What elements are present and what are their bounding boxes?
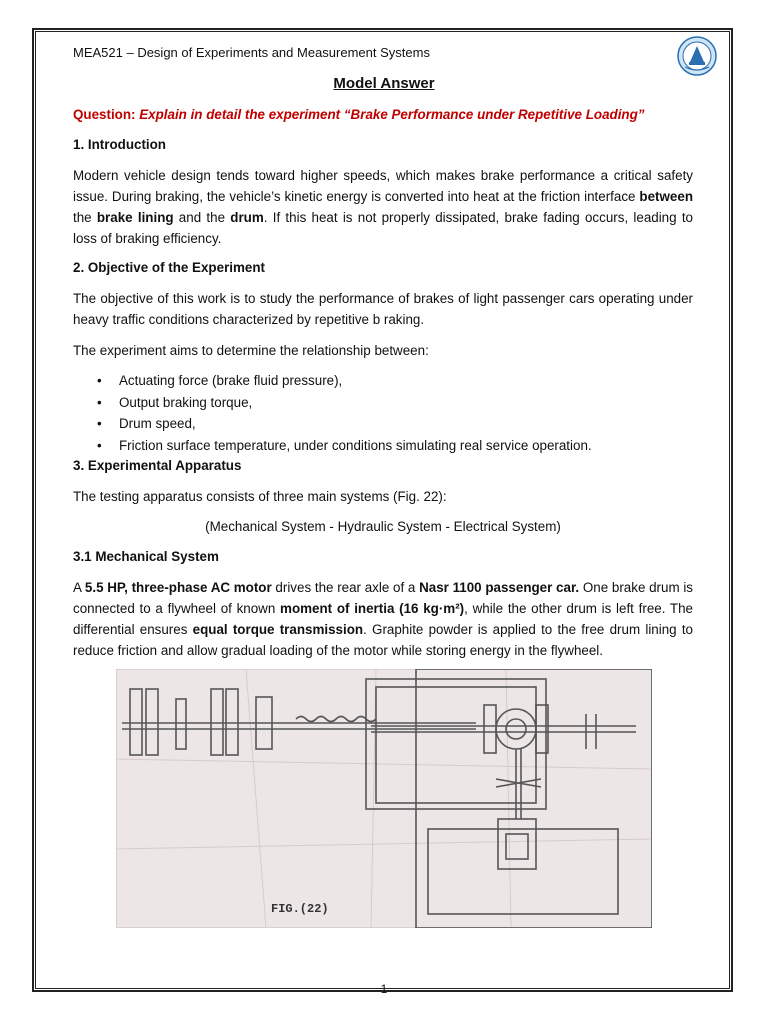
list-item: • Output braking torque, <box>73 392 693 414</box>
introduction-paragraph: Modern vehicle design tends toward higher speeds, which makes brake performance a critical safety issue. During braking, the vehicle’s kinetic energy is converted into heat at the friction interface between the brake lining and the drum. If this heat is not properly dissipated, brake fading occurs, leading to loss of braking efficiency. <box>73 168 693 246</box>
objective-bullet-list <box>73 370 693 456</box>
list-item: • Actuating force (brake fluid pressure), <box>73 370 693 392</box>
section-heading-apparatus: 3. Experimental Apparatus <box>73 458 242 473</box>
apparatus-figure <box>116 669 652 928</box>
section-heading-objective: 2. Objective of the Experiment <box>73 260 265 275</box>
question-label: Question: <box>73 107 136 122</box>
question <box>73 104 693 125</box>
list-item: • Drum speed, <box>73 413 693 435</box>
mechanical-paragraph: A 5.5 HP, three-phase AC motor drives the rear axle of a Nasr 1100 passenger car. One brake drum is connected to a flywheel of known moment of inertia (16 kg·m²), while the other drum is left free. The differential ensures equal torque transmission. Graphite powder is applied to the free drum lining to reduce friction and allow gradual loading of the motor while storing energy in the flywheel. <box>73 580 694 658</box>
objective-relationship-intro: The experiment aims to determine the relationship between: <box>73 343 429 358</box>
page-title: Model Answer <box>333 75 435 92</box>
apparatus-paragraph: The testing apparatus consists of three main systems (Fig. 22): <box>73 489 447 504</box>
apparatus-systems-list: (Mechanical System - Hydraulic System - Electrical System) <box>205 519 561 534</box>
university-logo-icon <box>677 36 717 76</box>
course-header: MEA521 – Design of Experiments and Measurement Systems <box>73 45 430 60</box>
section-heading-introduction: 1. Introduction <box>73 137 166 152</box>
question-text: Explain in detail the experiment “Brake Performance under Repetitive Loading” <box>139 107 645 122</box>
list-item: • Friction surface temperature, under conditions simulating real service operation. <box>73 435 693 457</box>
page-number: 1 <box>380 982 388 996</box>
section-heading-mechanical: 3.1 Mechanical System <box>73 549 219 564</box>
figure-label: FIG.(22) <box>271 902 329 916</box>
objective-paragraph: The objective of this work is to study the performance of brakes of light passenger cars operating under heavy traffic conditions characterized by repetitive b raking. <box>73 291 693 327</box>
